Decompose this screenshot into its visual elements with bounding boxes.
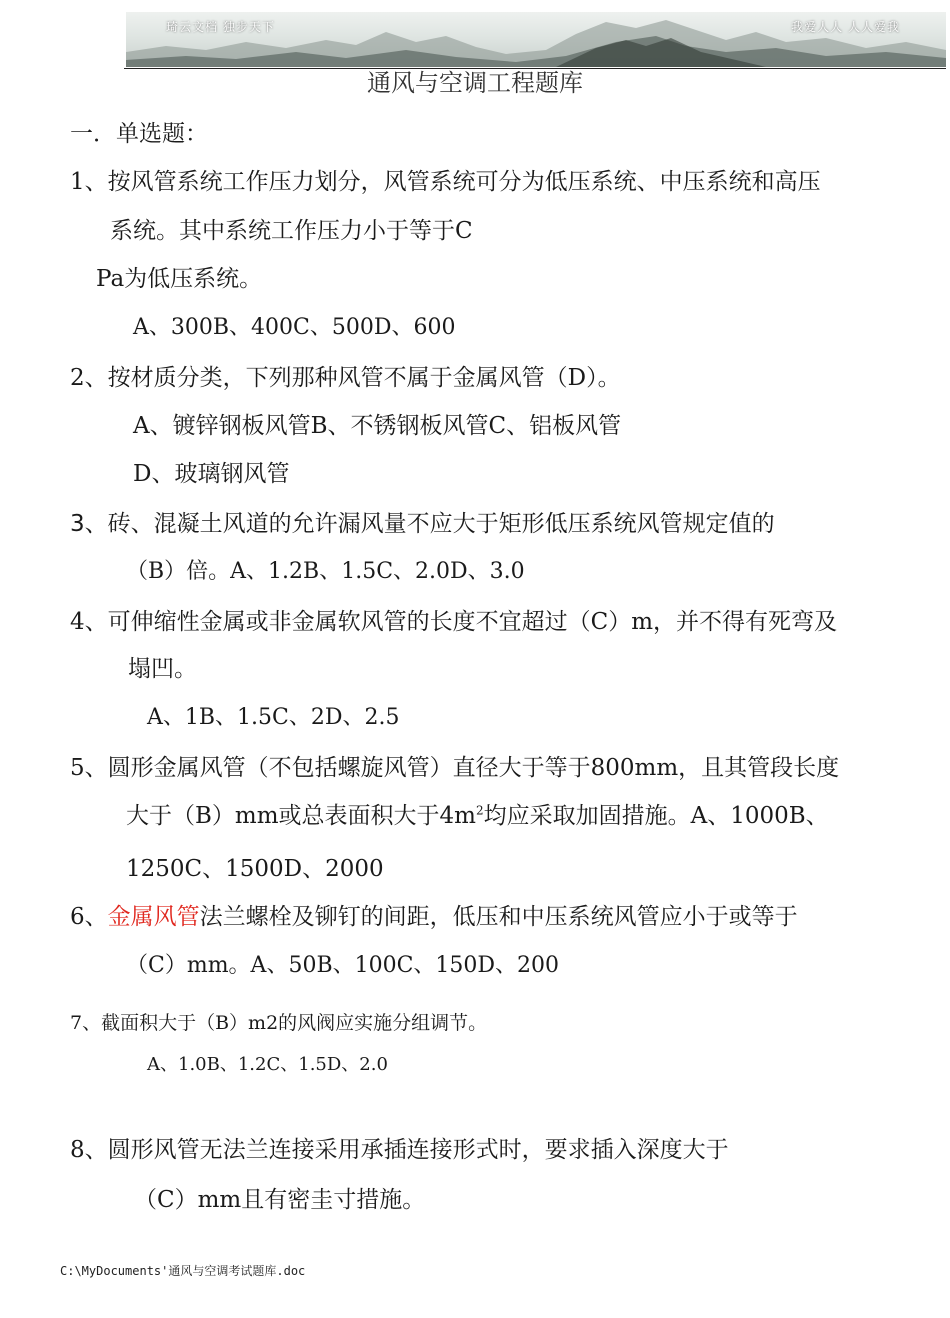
question-5-line-2 — [126, 797, 829, 830]
question-6-prefix: 6、 — [70, 904, 108, 930]
question-1-line-2: 系统。其中系统工作压力小于等于C — [110, 218, 473, 244]
question-2-options-1: A、镀锌钢板风管B、不锈钢板风管C、铝板风管 — [133, 413, 622, 439]
question-5-text-b: 均应采取加固措施。A、1000B、 — [483, 803, 829, 829]
question-3-number: 3 — [70, 511, 85, 537]
question-3-line-2: （B）倍。A、1.2B、1.5C、2.0D、3.0 — [126, 559, 525, 584]
question-1-options: A、300B、400C、500D、600 — [133, 315, 456, 340]
section-heading: 一．单选题： — [70, 121, 208, 147]
question-3-text: 、砖、混凝土风道的允许漏风量不应大于矩形低压系统风管规定值的 — [84, 511, 775, 537]
question-7-options: A、1.0B、1.2C、1.5D、2.0 — [147, 1054, 388, 1075]
document-title: 通风与空调工程题库 — [367, 69, 583, 97]
banner-slogan-right: 我爱人人 人人爱我 — [791, 20, 900, 34]
question-4-options: A、1B、1.5C、2D、2.5 — [147, 705, 400, 730]
question-6-line-2: （C）mm。A、50B、100C、150D、200 — [126, 953, 560, 978]
question-8-line-2: （C）mm且有密圭寸措施。 — [134, 1187, 426, 1213]
question-5-superscript: 2 — [475, 803, 484, 818]
question-4-line-2: 塌凹。 — [128, 656, 197, 682]
question-1-line-1: 1、按风管系统工作压力划分，风管系统可分为低压系统、中压系统和高压 — [70, 169, 821, 195]
question-8-line-1: 8、圆形风管无法兰连接采用承插连接形式时，要求插入深度大于 — [70, 1137, 729, 1163]
header-banner — [126, 12, 946, 67]
question-5-line-3: 1250C、1500D、2000 — [126, 856, 384, 882]
question-5-line-1: 5、圆形金属风管（不包括螺旋风管）直径大于等于800mm，且其管段长度 — [70, 755, 840, 781]
question-3-line-1 — [70, 505, 775, 538]
footer-file-path: C:\MyDocuments'通风与空调考试题库.doc — [60, 1264, 306, 1278]
question-6-text: 法兰螺栓及铆钉的间距，低压和中压系统风管应小于或等于 — [199, 904, 798, 930]
banner-slogan-left: 琦云文档 独步天下 — [166, 20, 275, 34]
question-2-line-1: 2、按材质分类，下列那种风管不属于金属风管（D）。 — [70, 365, 621, 391]
question-1-line-3: Pa为低压系统。 — [96, 266, 263, 292]
question-5-text-a: 大于（B）mm或总表面积大于4m — [126, 803, 476, 829]
question-6-highlight-link[interactable]: 金属风管 — [107, 904, 200, 930]
question-4-line-1: 4、可伸缩性金属或非金属软风管的长度不宜超过（C）m，并不得有死弯及 — [70, 609, 838, 635]
question-2-options-2: D、玻璃钢风管 — [133, 461, 290, 487]
question-7-line-1: 7、截面积大于（B）m2的风阀应实施分组调节。 — [70, 1012, 488, 1034]
question-6-line-1 — [70, 898, 798, 931]
